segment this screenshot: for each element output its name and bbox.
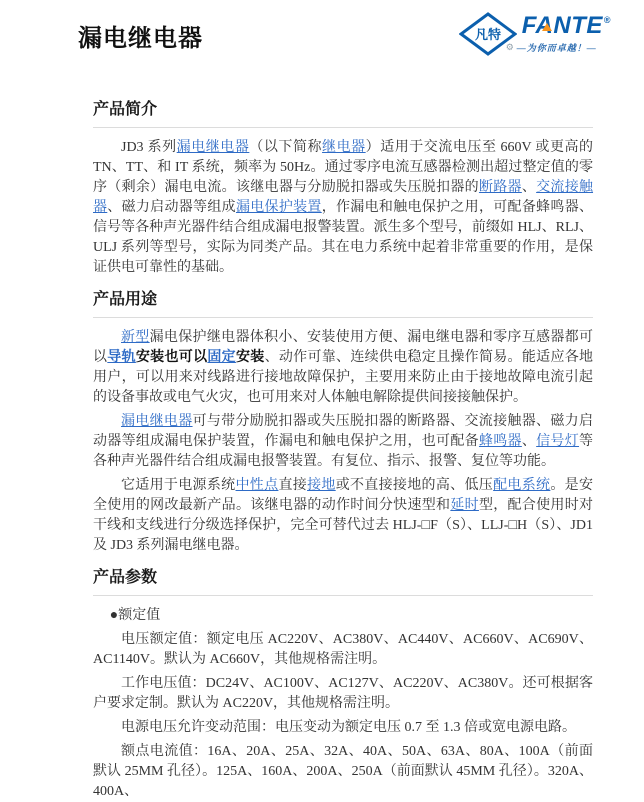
- text-link[interactable]: 交流接触器: [93, 180, 594, 215]
- section-heading-intro: 产品简介: [93, 100, 593, 128]
- brand-slogan-row: [506, 41, 610, 54]
- text-segment: 安装: [235, 350, 265, 365]
- text-segment: ）适用于交流电压至 660V 或更高的 TN、TT、和 IT 系统，频率为 50Hz。通过零序电流互感器检测出超过整定值的零序（剩余）漏电电流。该继电器与分励脱扣器或失压脱扣器的: [93, 140, 594, 195]
- diamond-shape-icon: [459, 12, 517, 56]
- text-link[interactable]: 断路器: [478, 180, 522, 195]
- page-title: 漏电继电器: [78, 25, 203, 52]
- text-link[interactable]: 接地: [307, 478, 336, 493]
- text-segment: 漏电保护继电器体积小、安装使用方便、漏电继电器和零序互感器都可以: [93, 330, 593, 365]
- text-segment: 电源电压允许变动范围：电压变动为额定电压 0.7 至 1.3 倍或宽电源电路。: [121, 720, 576, 735]
- text-link[interactable]: 继电器: [322, 140, 366, 155]
- brand-slogan: —为你而卓越！—: [516, 43, 597, 53]
- text-segment: 、: [521, 434, 537, 449]
- text-segment: 它适用于电源系统: [121, 478, 236, 493]
- text-segment: 、磁力启动器等组成: [107, 200, 236, 215]
- diamond-badge: [459, 12, 517, 56]
- text-link[interactable]: 中性点: [235, 478, 279, 493]
- brand-block: [505, 12, 611, 54]
- brand-logo: [459, 12, 610, 56]
- text-link[interactable]: 蜂鸣器: [478, 434, 522, 449]
- usage-paragraph-3: [93, 476, 593, 556]
- text-segment: 可与带分励脱扣器或失压脱扣器的断路器、交流接触器、磁力启动器等组成漏电保护装置，作漏电和触电保护之用，也可配备: [93, 414, 593, 449]
- brand-orange-accent-icon: [542, 23, 552, 31]
- text-link[interactable]: 漏电继电器: [176, 140, 250, 155]
- brand-row: [522, 14, 610, 38]
- section-heading-params: 产品参数: [93, 568, 593, 596]
- section-params: [93, 568, 593, 802]
- text-segment: 、: [521, 180, 537, 195]
- text-segment: 安装也可以: [135, 350, 208, 365]
- params-paragraph-voltage-rated: [93, 630, 593, 670]
- brand-name: FANTE: [521, 12, 603, 39]
- text-link[interactable]: 固定: [207, 350, 236, 365]
- text-segment: 等各种声光器件结合组成漏电报警装置。有复位、指示、报警、复位等功能。: [93, 434, 594, 469]
- text-segment: ，作漏电和触电保护之用，可配备蜂鸣器、信号等各种声光器件结合组成漏电报警装置。派生多个型号，前缀如 HLJ、RLJ、ULJ 系列等型号，实际为同类产品。其在电力系统中起着非常重要的作用，是保证供电可靠性的基础。: [93, 200, 594, 275]
- text-link[interactable]: 导轨: [107, 350, 136, 365]
- text-segment: 额点电流值：16A、20A、25A、32A、40A、50A、63A、80A、100A（前面默认 25MM 孔径）。125A、160A、200A、250A（前面默认 45MM 孔径）。320A、400A、: [93, 744, 593, 799]
- document-body: [0, 100, 644, 802]
- text-link[interactable]: 延时: [450, 498, 479, 513]
- text-segment: 直接: [278, 478, 308, 493]
- params-paragraph-rated-current: [93, 742, 593, 802]
- gear-icon: ⚙: [505, 42, 514, 52]
- usage-paragraph-2: [93, 412, 593, 472]
- registered-mark: ®: [603, 15, 611, 25]
- text-segment: 。是安全使用的网改最新产品。该继电器的动作时间分快速型和: [93, 478, 593, 513]
- section-intro: [93, 100, 593, 278]
- diamond-text: 凡特: [474, 27, 501, 42]
- params-paragraph-working-voltage: [93, 674, 593, 714]
- text-link[interactable]: 新型: [121, 330, 150, 345]
- text-segment: 或不直接接地的高、低压: [335, 478, 494, 493]
- text-segment: 工作电压值：DC24V、AC100V、AC127V、AC220V、AC380V。还可根据客户要求定制。默认为 AC220V，其他规格需注明。: [93, 676, 593, 711]
- text-segment: JD3 系列: [121, 140, 177, 155]
- intro-paragraph: [93, 138, 593, 278]
- params-bullet-rated-values: ●额定值: [109, 608, 161, 623]
- text-segment: （以下简称: [249, 140, 323, 155]
- params-paragraph-voltage-range: [93, 718, 593, 738]
- text-link[interactable]: 漏电保护装置: [235, 200, 322, 215]
- text-link[interactable]: 信号灯: [536, 434, 580, 449]
- section-usage: [93, 290, 593, 556]
- page-header: [0, 0, 644, 56]
- text-link[interactable]: 漏电继电器: [121, 414, 193, 429]
- text-segment: 电压额定值：额定电压 AC220V、AC380V、AC440V、AC660V、AC690V、AC1140V。默认为 AC660V，其他规格需注明。: [93, 632, 593, 667]
- text-segment: 型，配合使用时对干线和支线进行分级选择保护，完全可替代过去 HLJ-□F（S）、LLJ-□H（S）、JD1 及 JD3 系列漏电继电器。: [93, 498, 594, 553]
- usage-paragraph-1: [93, 328, 593, 408]
- text-link[interactable]: 配电系统: [493, 478, 551, 493]
- text-segment: 、动作可靠、连续供电稳定且操作简易。能适应各地用户，可以用来对线路进行接地故障保护，主要用来防止由于接地故障电流引起的设备事故或电气火灾，也可用来对人体触电解除提供间接接触保护。: [93, 350, 594, 405]
- section-heading-usage: 产品用途: [93, 290, 593, 318]
